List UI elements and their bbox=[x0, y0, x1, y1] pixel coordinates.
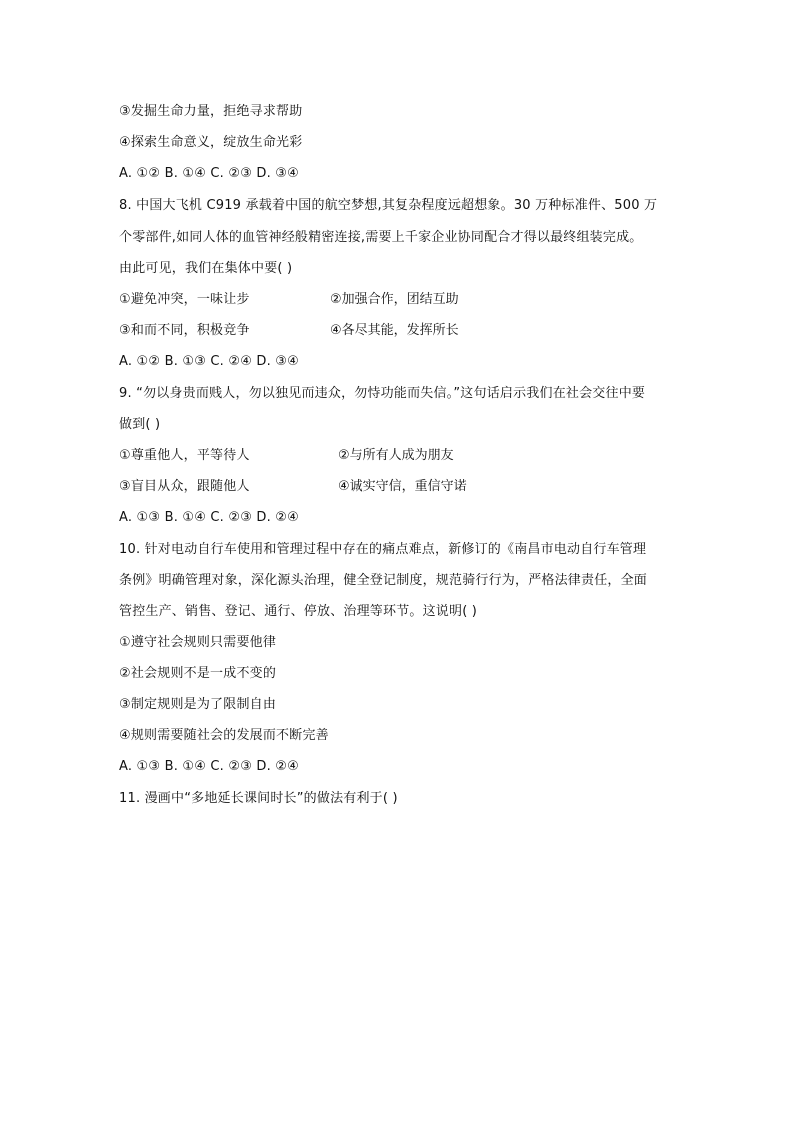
question-9-stem-line-1: 9. “勿以身贵而贱人，勿以独见而违众，勿恃功能而失信。”这句话启示我们在社会交往中要 bbox=[119, 386, 646, 401]
question-8-option-4: ④各尽其能，发挥所长 bbox=[330, 323, 459, 338]
question-10-stem-line-1: 10. 针对电动自行车使用和管理过程中存在的痛点难点，新修订的《南昌市电动自行车管理 bbox=[119, 542, 647, 557]
question-8-option-3: ③和而不同，积极竞争 bbox=[119, 323, 250, 338]
question-9-option-4: ④诚实守信，重信守诺 bbox=[338, 479, 467, 494]
question-10-answer-choices: A. ①③ B. ①④ C. ②③ D. ②④ bbox=[119, 759, 299, 774]
question-8-option-2: ②加强合作，团结互助 bbox=[330, 292, 459, 307]
question-9-answer-choices: A. ①③ B. ①④ C. ②③ D. ②④ bbox=[119, 510, 299, 525]
question-10-option-2: ②社会规则不是一成不变的 bbox=[119, 666, 277, 681]
question-8-answer-choices: A. ①② B. ①③ C. ②④ D. ③④ bbox=[119, 354, 299, 369]
question-10-option-1: ①遵守社会规则只需要他律 bbox=[119, 635, 277, 650]
question-8-stem-line-3: 由此可见，我们在集体中要( ) bbox=[119, 261, 293, 276]
question-9-stem-line-2: 做到( ) bbox=[119, 417, 161, 432]
question-10-option-4: ④规则需要随社会的发展而不断完善 bbox=[119, 728, 329, 743]
question-10-stem-line-2: 条例》明确管理对象，深化源头治理，健全登记制度，规范骑行行为，严格法律责任，全面 bbox=[119, 573, 648, 588]
answer-choices: A. ①② B. ①④ C. ②③ D. ③④ bbox=[119, 166, 299, 181]
question-11-stem: 11. 漫画中“多地延长课间时长”的做法有利于( ) bbox=[119, 791, 398, 806]
question-8-stem-line-2: 个零部件,如同人体的血管神经般精密连接,需要上千家企业协同配合才得以最终组装完成。 bbox=[119, 230, 643, 245]
question-9-option-2: ②与所有人成为朋友 bbox=[338, 448, 454, 463]
question-9-option-1: ①尊重他人，平等待人 bbox=[119, 448, 250, 463]
option-4: ④探索生命意义，绽放生命光彩 bbox=[119, 135, 303, 150]
question-10-option-3: ③制定规则是为了限制自由 bbox=[119, 697, 277, 712]
question-8-option-1: ①避免冲突，一味让步 bbox=[119, 292, 250, 307]
question-10-stem-line-3: 管控生产、销售、登记、通行、停放、治理等环节。这说明( ) bbox=[119, 604, 478, 619]
question-8-stem-line-1: 8. 中国大飞机 C919 承载着中国的航空梦想,其复杂程度远超想象。30 万种标准件、500 万 bbox=[119, 198, 658, 213]
question-9-option-3: ③盲目从众，跟随他人 bbox=[119, 479, 250, 494]
option-3: ③发掘生命力量，拒绝寻求帮助 bbox=[119, 104, 303, 119]
